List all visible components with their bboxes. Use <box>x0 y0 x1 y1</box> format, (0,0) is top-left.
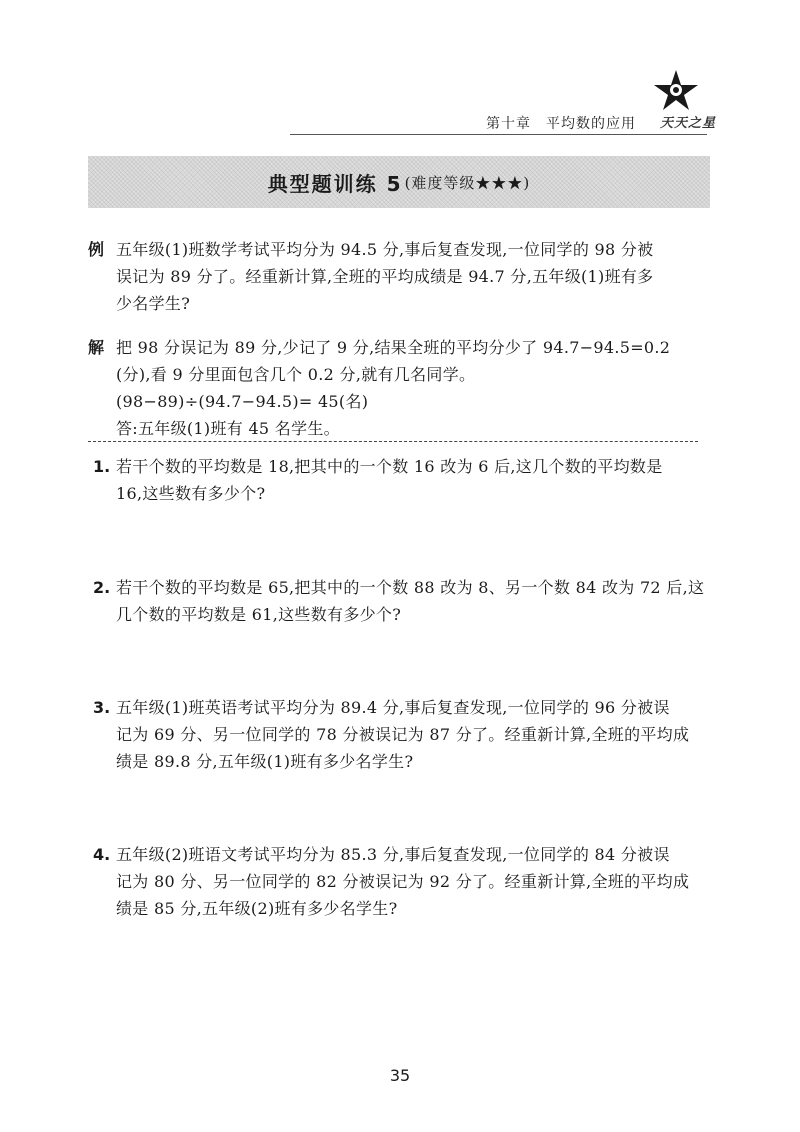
example-text <box>116 236 708 317</box>
question-line: 绩是 85 分,五年级(2)班有多少名学生? <box>116 899 398 918</box>
question-number: 1. <box>93 457 111 476</box>
question-2 <box>88 574 708 628</box>
section-title: 典型题训练 5 <box>267 171 403 196</box>
question-3 <box>88 694 708 775</box>
question-number: 3. <box>93 698 111 717</box>
solution-text <box>116 334 708 442</box>
brand-logo-text: 天天之星 <box>660 116 717 131</box>
solution-line: 把 98 分误记为 89 分,少记了 9 分,结果全班的平均分少了 94.7−94.5=0.2 <box>116 338 671 357</box>
question-line: 记为 69 分、另一位同学的 78 分被误记为 87 分了。经重新计算,全班的平均成 <box>116 725 690 744</box>
example-line: 误记为 89 分了。经重新计算,全班的平均成绩是 94.7 分,五年级(1)班有多 <box>116 267 654 286</box>
question-line: 若干个数的平均数是 18,把其中的一个数 16 改为 6 后,这几个数的平均数是 <box>116 457 663 476</box>
example-line: 少名学生? <box>116 294 191 313</box>
question-line: 若干个数的平均数是 65,把其中的一个数 88 改为 8、另一个数 84 改为 72 后,这 <box>116 578 705 597</box>
question-line: 记为 80 分、另一位同学的 82 分被误记为 92 分了。经重新计算,全班的平均成 <box>116 872 690 891</box>
question-line: 五年级(1)班英语考试平均分为 89.4 分,事后复查发现,一位同学的 96 分被误 <box>116 698 670 717</box>
example-label: 例 <box>88 240 105 259</box>
page-number: 35 <box>389 1066 411 1085</box>
solution-block <box>88 334 708 442</box>
difficulty-level: (难度等级★★★) <box>404 173 531 192</box>
solution-line: (98−89)÷(94.7−94.5)= 45(名) <box>116 392 369 411</box>
dashed-divider <box>88 441 698 442</box>
question-number: 4. <box>93 845 111 864</box>
chapter-heading: 第十章 平均数的应用 <box>486 116 636 132</box>
question-number: 2. <box>93 578 111 597</box>
example-line: 五年级(1)班数学考试平均分为 94.5 分,事后复查发现,一位同学的 98 分被 <box>116 240 654 259</box>
solution-line: 答:五年级(1)班有 45 名学生。 <box>116 419 340 438</box>
solution-label: 解 <box>88 338 105 357</box>
question-line: 绩是 89.8 分,五年级(1)班有多少名学生? <box>116 752 414 771</box>
example-block <box>88 236 708 317</box>
solution-line: (分),看 9 分里面包含几个 0.2 分,就有几名同学。 <box>116 365 476 384</box>
star-logo-icon <box>650 68 702 112</box>
question-line: 16,这些数有多少个? <box>116 484 266 503</box>
question-line: 几个数的平均数是 61,这些数有多少个? <box>116 605 402 624</box>
question-4 <box>88 841 708 922</box>
section-title-band <box>88 156 710 208</box>
question-line: 五年级(2)班语文考试平均分为 85.3 分,事后复查发现,一位同学的 84 分被误 <box>116 845 670 864</box>
header-divider <box>290 134 707 135</box>
question-1 <box>88 453 708 507</box>
